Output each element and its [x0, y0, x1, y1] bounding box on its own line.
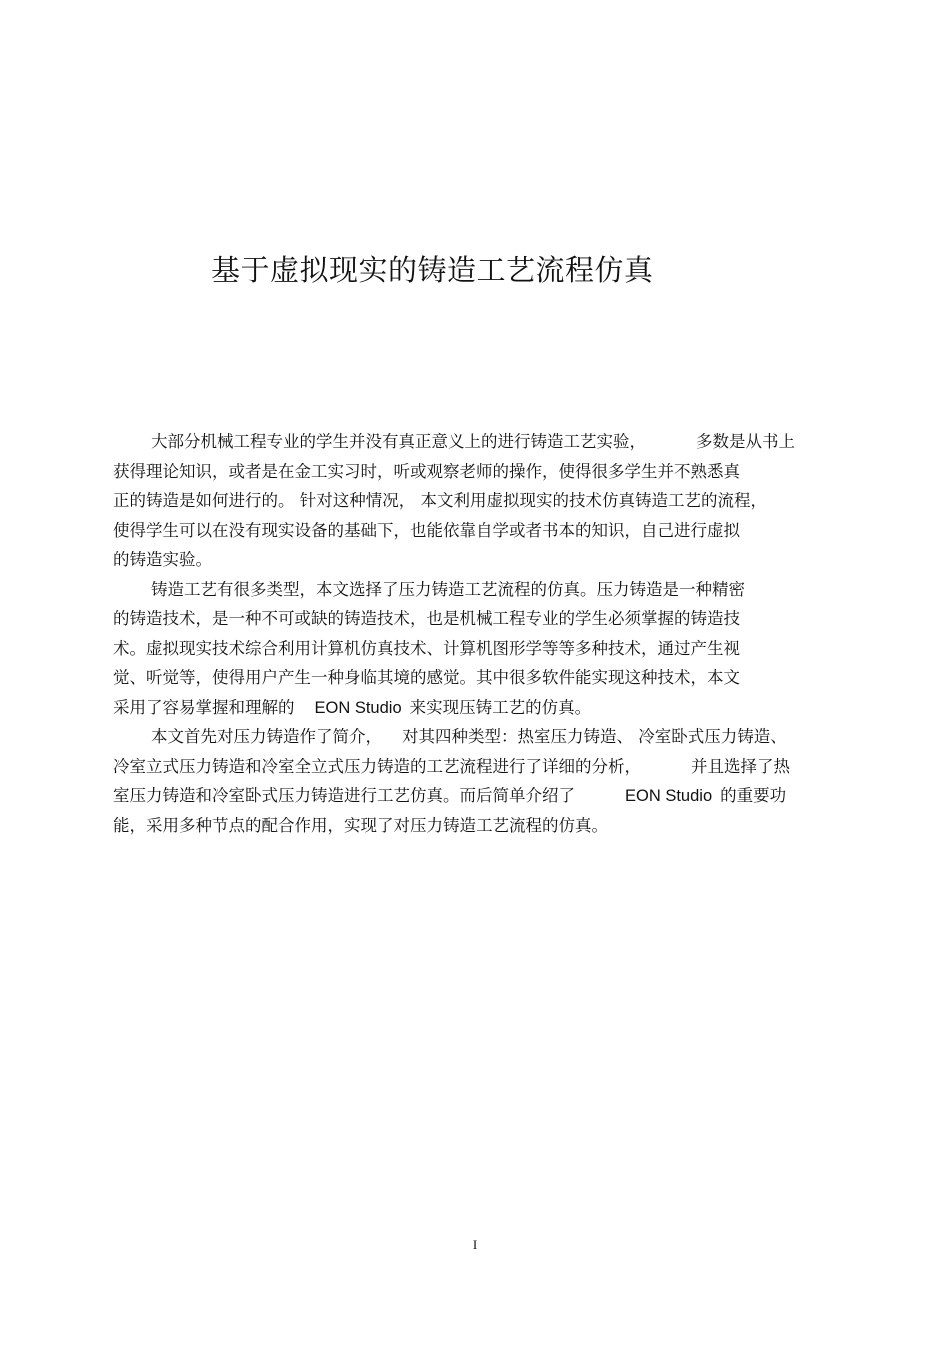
paragraph-line	[113, 486, 843, 516]
paragraph-line	[113, 516, 843, 546]
paragraph-line	[113, 722, 843, 752]
document-title: 基于虚拟现实的铸造工艺流程仿真	[211, 253, 654, 287]
paragraph-line	[113, 545, 843, 575]
paragraph-line	[113, 811, 843, 841]
paragraph-line	[113, 663, 843, 693]
paragraph-line	[113, 752, 843, 782]
paragraph-line	[113, 634, 843, 664]
line-text: 采用了容易掌握和理解的	[113, 697, 295, 717]
paragraph-2	[113, 575, 843, 723]
software-name: EON Studio	[314, 698, 402, 717]
line-text: 能，采用多种节点的配合作用，实现了对压力铸造工艺流程的仿真。	[113, 815, 608, 835]
line-text: 的铸造技术，是一种不可或缺的铸造技术，也是机械工程专业的学生必须掌握的铸造技	[113, 609, 740, 628]
line-text: 的铸造实验。	[113, 550, 212, 569]
paragraph-1	[113, 427, 843, 575]
abstract-body	[113, 427, 843, 840]
line-text: 来实现压铸工艺的仿真。	[409, 697, 592, 717]
page-number: I	[472, 1237, 478, 1252]
line-text: 使得学生可以在没有现实设备的基础下，也能依靠自学或者书本的知识，自己进行虚拟	[113, 520, 740, 540]
line-text: 室压力铸造和冷室卧式压力铸造进行工艺仿真。而后简单介绍了	[113, 786, 575, 805]
line-text: 术。虚拟现实技术综合利用计算机仿真技术、计算机图形学等等多种技术，通过产生视	[113, 638, 740, 658]
line-text: 并且选择了热	[691, 756, 790, 776]
paragraph-line	[113, 427, 843, 457]
paragraph-line	[113, 604, 843, 634]
paragraph-line	[113, 781, 843, 811]
line-text: 大部分机械工程专业的学生并没有真正意义上的进行铸造工艺实验，	[151, 432, 646, 451]
line-text: 对其四种类型：热室压力铸造、 冷室卧式压力铸造、	[402, 727, 787, 746]
line-text: 获得理论知识，或者是在金工实习时，听或观察老师的操作，使得很多学生并不熟悉真	[113, 461, 740, 481]
line-text: 铸造工艺有很多类型，本文选择了压力铸造工艺流程的仿真。压力铸造是一种精密	[151, 579, 745, 599]
paragraph-line	[113, 693, 843, 723]
paragraph-line	[113, 575, 843, 605]
paragraph-line	[113, 457, 843, 487]
line-text: 多数是从书上	[696, 432, 795, 451]
line-text: 本文首先对压力铸造作了简介，	[151, 727, 382, 746]
line-text: 觉、听觉等，使得用户产生一种身临其境的感觉。其中很多软件能实现这种技术，本文	[113, 668, 740, 687]
line-text: 正的铸造是如何进行的。 针对这种情况， 本文利用虚拟现实的技术仿真铸造工艺的流程，	[113, 491, 767, 510]
paragraph-3	[113, 722, 843, 840]
software-name: EON Studio	[625, 787, 713, 805]
line-text: 的重要功	[720, 786, 787, 805]
line-text: 冷室立式压力铸造和冷室全立式压力铸造的工艺流程进行了详细的分析，	[113, 756, 641, 776]
